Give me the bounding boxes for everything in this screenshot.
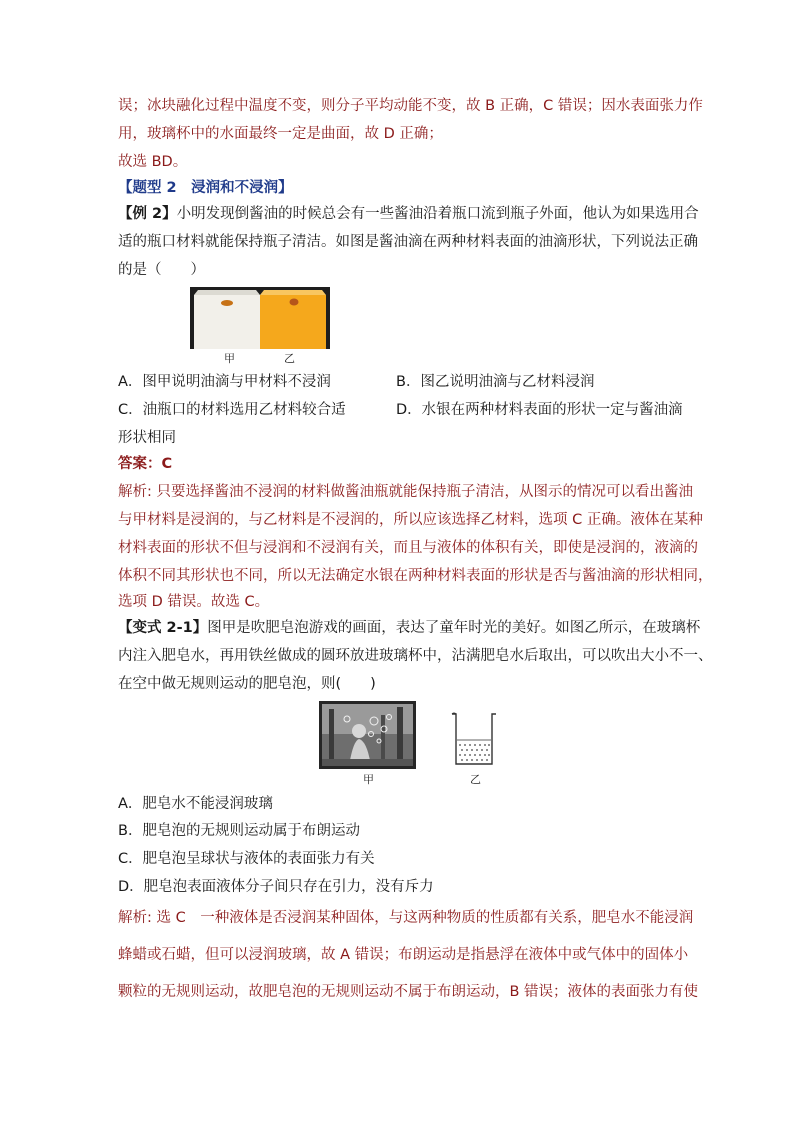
example2-option-d: D．水银在两种材料表面的形状一定与酱油滴 bbox=[396, 402, 683, 418]
variant21-option-d: D．肥皂泡表面液体分子间只存在引力，没有斥力 bbox=[118, 879, 434, 895]
example2-text: 小明发现倒酱油的时候总会有一些酱油沿着瓶口流到瓶子外面，他认为如果选用合 bbox=[176, 206, 699, 222]
figure2-label-yi: 乙 bbox=[470, 773, 481, 786]
bubble-photo-figure bbox=[319, 701, 416, 769]
beaker-figure bbox=[450, 710, 498, 766]
oil-droplet-figure bbox=[190, 287, 330, 349]
example2-question-line: 的是（ ） bbox=[118, 262, 205, 278]
example2-question-line bbox=[118, 204, 699, 224]
example2-analysis: 体积不同其形状也不同，所以无法确定水银在两种材料表面的形状是否与酱油滴的形状相同， bbox=[118, 568, 713, 584]
example2-option-d-cont: 形状相同 bbox=[118, 430, 176, 446]
variant21-option-b: B．肥皂泡的无规则运动属于布朗运动 bbox=[118, 823, 360, 839]
example2-answer: 答案：C bbox=[118, 456, 173, 472]
example2-option-b: B．图乙说明油滴与乙材料浸润 bbox=[396, 374, 595, 390]
example2-analysis: 选项 D 错误。故选 C。 bbox=[118, 594, 270, 610]
example2-tag: 【例 2】 bbox=[118, 206, 177, 222]
variant21-analysis: 解析: 选 C 一种液体是否浸润某种固体，与这两种物质的性质都有关系，肥皂水不能浸润 bbox=[118, 910, 694, 926]
variant21-analysis: 蜂蜡或石蜡，但可以浸润玻璃，故 A 错误；布朗运动是指悬浮在液体中或气体中的固体小 bbox=[118, 947, 689, 963]
example2-option-a: A．图甲说明油滴与甲材料不浸润 bbox=[118, 374, 331, 390]
example2-analysis: 与甲材料是浸润的，与乙材料是不浸润的，所以应该选择乙材料，选项 C 正确。液体在某种 bbox=[118, 512, 703, 528]
variant21-question-line bbox=[118, 618, 701, 638]
variant21-question-line: 内注入肥皂水，再用铁丝做成的圆环放进玻璃杯中，沾满肥皂水后取出，可以吹出大小不一、 bbox=[118, 648, 713, 664]
variant21-tag: 【变式 2-1】 bbox=[118, 620, 208, 636]
example2-option-c: C．油瓶口的材料选用乙材料较合适 bbox=[118, 402, 346, 418]
variant21-question-line: 在空中做无规则运动的肥皂泡，则( ) bbox=[118, 676, 376, 692]
variant21-option-a: A．肥皂水不能浸润玻璃 bbox=[118, 796, 273, 812]
example2-analysis: 解析: 只要选择酱油不浸润的材料做酱油瓶就能保持瓶子清洁，从图示的情况可以看出酱油 bbox=[118, 484, 693, 500]
variant21-analysis: 颗粒的无规则运动，故肥皂泡的无规则运动不属于布朗运动，B 错误；液体的表面张力有使 bbox=[118, 984, 699, 1000]
section-heading-type2: 【题型 2 浸润和不浸润】 bbox=[118, 180, 293, 196]
figure1-label-yi: 乙 bbox=[284, 352, 295, 365]
text-line: 故选 BD。 bbox=[118, 154, 188, 170]
variant21-text: 图甲是吹肥皂泡游戏的画面，表达了童年时光的美好。如图乙所示，在玻璃杯 bbox=[207, 620, 701, 636]
variant21-option-c: C．肥皂泡呈球状与液体的表面张力有关 bbox=[118, 851, 375, 867]
example2-analysis: 材料表面的形状不但与浸润和不浸润有关，而且与液体的体积有关，即使是浸润的，液滴的 bbox=[118, 540, 698, 556]
figure1-label-jia: 甲 bbox=[224, 352, 235, 365]
figure2-label-jia: 甲 bbox=[363, 773, 374, 786]
example2-question-line: 适的瓶口材料就能保持瓶子清洁。如图是酱油滴在两种材料表面的油滴形状，下列说法正确 bbox=[118, 234, 698, 250]
text-line: 用，玻璃杯中的水面最终一定是曲面，故 D 正确； bbox=[118, 126, 443, 142]
text-line: 误；冰块融化过程中温度不变，则分子平均动能不变，故 B 正确，C 错误；因水表面张力作 bbox=[118, 98, 703, 114]
